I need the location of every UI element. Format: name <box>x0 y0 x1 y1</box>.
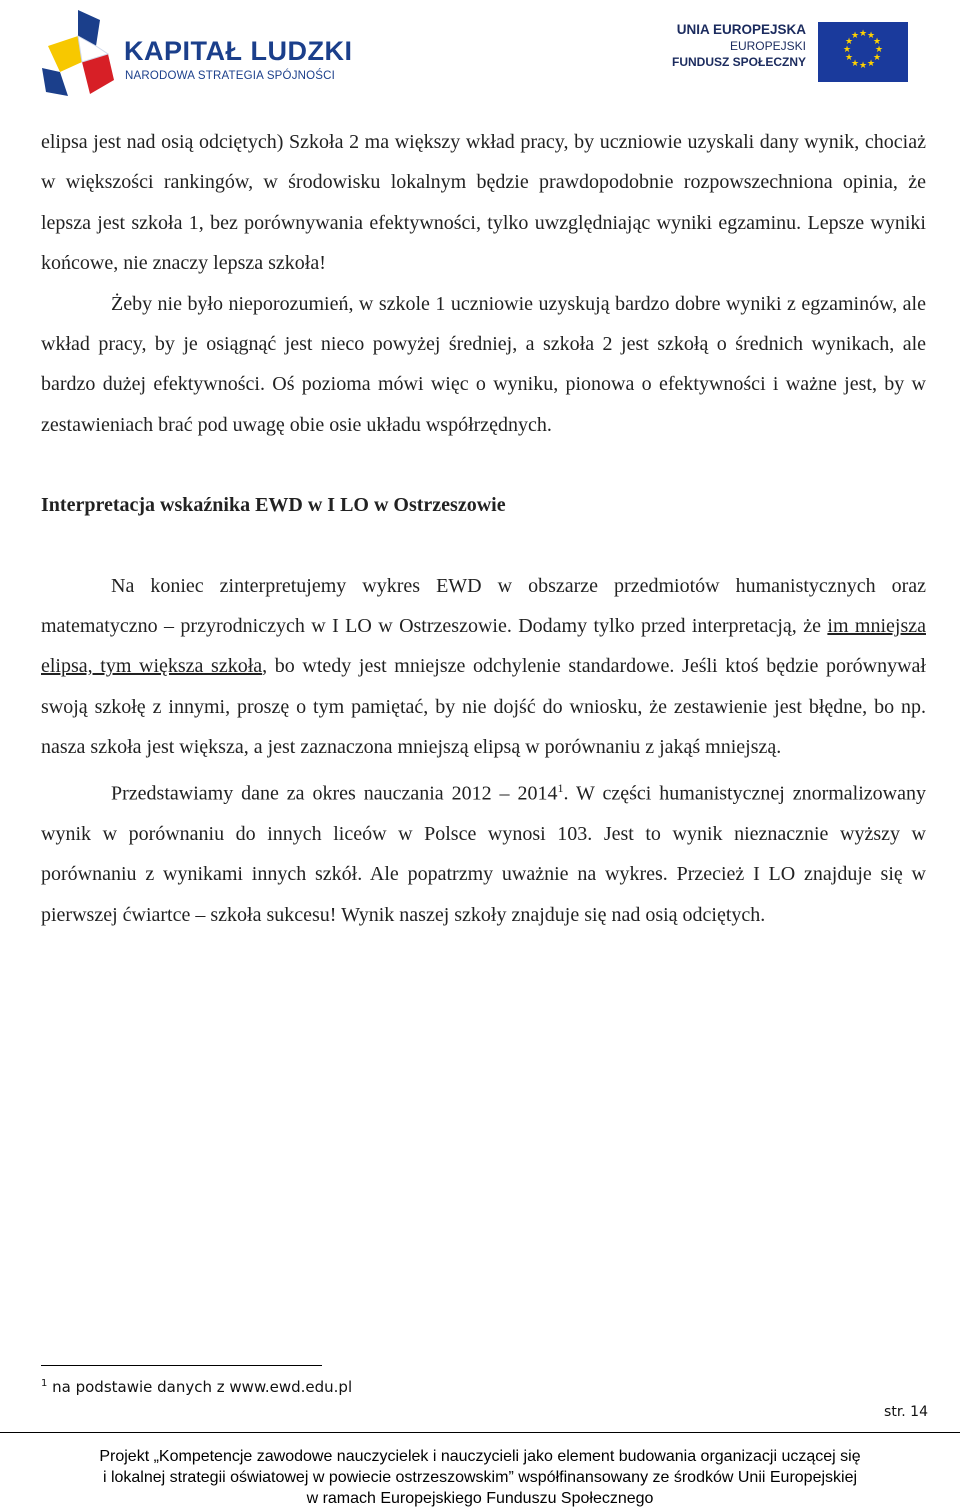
paragraph-3-text-b: , bo wtedy jest mniejsze odchylenie standardowe. Jeśli ktoś będzie porównywał swoją szkołę z innymi, proszę o tym pamiętać, by nie dojść do wniosku, że zestawienie jest błędne, bo np. nasza szkoła jest większa, a jest zaznaczona mniejszą elipsą w porównaniu z jakąś mniejszą. <box>41 655 926 759</box>
svg-text:★: ★ <box>866 59 876 69</box>
svg-text:★: ★ <box>844 37 854 47</box>
project-footer <box>0 1446 960 1509</box>
svg-text:★: ★ <box>872 53 882 63</box>
eu-logo-line1: UNIA EUROPEJSKA <box>676 22 806 37</box>
svg-text:★: ★ <box>858 61 868 71</box>
paragraph-4-text-b: . W części humanistycznej znormalizowany wynik w porównaniu do innych liceów w Polsce wynosi 103. Jest to wynik nieznacznie wyższy w porównaniu z wynikami innych szkół. Ale popatrzmy uważnie na wykres. Przecież I LO znajduje się w pierwszej ćwiartce – szkoła sukcesu! Wynik naszej szkoły znajduje się nad osią odciętych. <box>41 782 926 926</box>
paragraph-2: Żeby nie było nieporozumień, w szkole 1 uczniowie uzyskują bardzo dobre wyniki z egzaminów, ale wkład pracy, by je osiągnąć jest nieco powyżej średniej, a szkoła 2 jest szkołą o średnich wynikach, ale bardzo dużej efektywności. Oś pozioma mówi więc o wyniku, pionowa o efektywności i ważne jest, by w zestawieniach brać pod uwagę obie osie układu współrzędnych. <box>41 292 926 436</box>
footer-divider <box>0 1432 960 1433</box>
eu-flag-icon <box>818 22 908 82</box>
paragraph-3-text-a: Na koniec zinterpretujemy wykres EWD w obszarze przedmiotów humanistycznych oraz matematyczno – przyrodniczych w I LO w Ostrzeszowie. Dodamy tylko przed interpretacją, że <box>41 574 926 638</box>
logo-subtitle: NARODOWA STRATEGIA SPÓJNOŚCI <box>125 70 336 82</box>
svg-text:★: ★ <box>842 45 852 55</box>
section-heading: Interpretacja wskaźnika EWD w I LO w Ostrzeszowie <box>41 494 506 517</box>
svg-text:★: ★ <box>872 37 882 47</box>
footnote-text: na podstawie danych z www.ewd.edu.pl <box>47 1378 353 1396</box>
eu-logo-line2: EUROPEJSKI <box>729 39 806 53</box>
eu-logo-text <box>672 22 806 70</box>
footnote-reference[interactable]: 1 <box>557 780 564 795</box>
svg-text:★: ★ <box>866 31 876 41</box>
document-body <box>41 122 926 935</box>
kapital-ludzki-star-icon <box>38 6 118 98</box>
paragraph-1: elipsa jest nad osią odciętych) Szkoła 2 ma większy wkład pracy, by uczniowie uzyskali dany wynik, chociaż w większości rankingów, w środowisku lokalnym będzie prawdopodobnie rozpowszechniona opinia, że lepsza jest szkoła 1, bez porównywania efektywności, tylko uwzględniając wyniki egzaminu. Lepsze wyniki końcowe, nie znaczy lepsza szkoła! <box>41 131 926 275</box>
svg-text:★: ★ <box>850 31 860 41</box>
svg-text:★: ★ <box>874 45 884 55</box>
footnote <box>41 1378 352 1396</box>
svg-text:★: ★ <box>844 53 854 63</box>
eu-logo <box>671 22 908 82</box>
paragraph-4-text-a: Przedstawiamy dane za okres nauczania 2012 – 2014 <box>111 782 558 805</box>
paragraph-3 <box>41 566 926 768</box>
footer-line-3: w ramach Europejskiego Funduszu Społecznego <box>306 1490 654 1507</box>
kapital-ludzki-logo <box>38 6 353 98</box>
eu-logo-line3: FUNDUSZ SPOŁECZNY <box>671 55 806 69</box>
footer-line-2: i lokalnej strategii oświatowej w powiecie ostrzeszowskim” współfinansowany ze środków Unii Europejskiej <box>102 1469 858 1486</box>
page-number: str. 14 <box>884 1404 928 1420</box>
underlined-phrase: im mniejsza elipsa, tym większa szkoła <box>41 615 926 678</box>
paragraph-4 <box>41 768 926 935</box>
svg-text:★: ★ <box>858 29 868 39</box>
footnote-divider <box>41 1365 322 1366</box>
svg-text:★: ★ <box>850 59 860 69</box>
footnote-marker: 1 <box>41 1378 48 1389</box>
footer-line-1: Projekt „Kompetencje zawodowe nauczycielek i nauczycieli jako element budowania organizacji uczącej się <box>99 1448 861 1465</box>
logo-title: KAPITAŁ LUDZKI <box>124 36 353 66</box>
